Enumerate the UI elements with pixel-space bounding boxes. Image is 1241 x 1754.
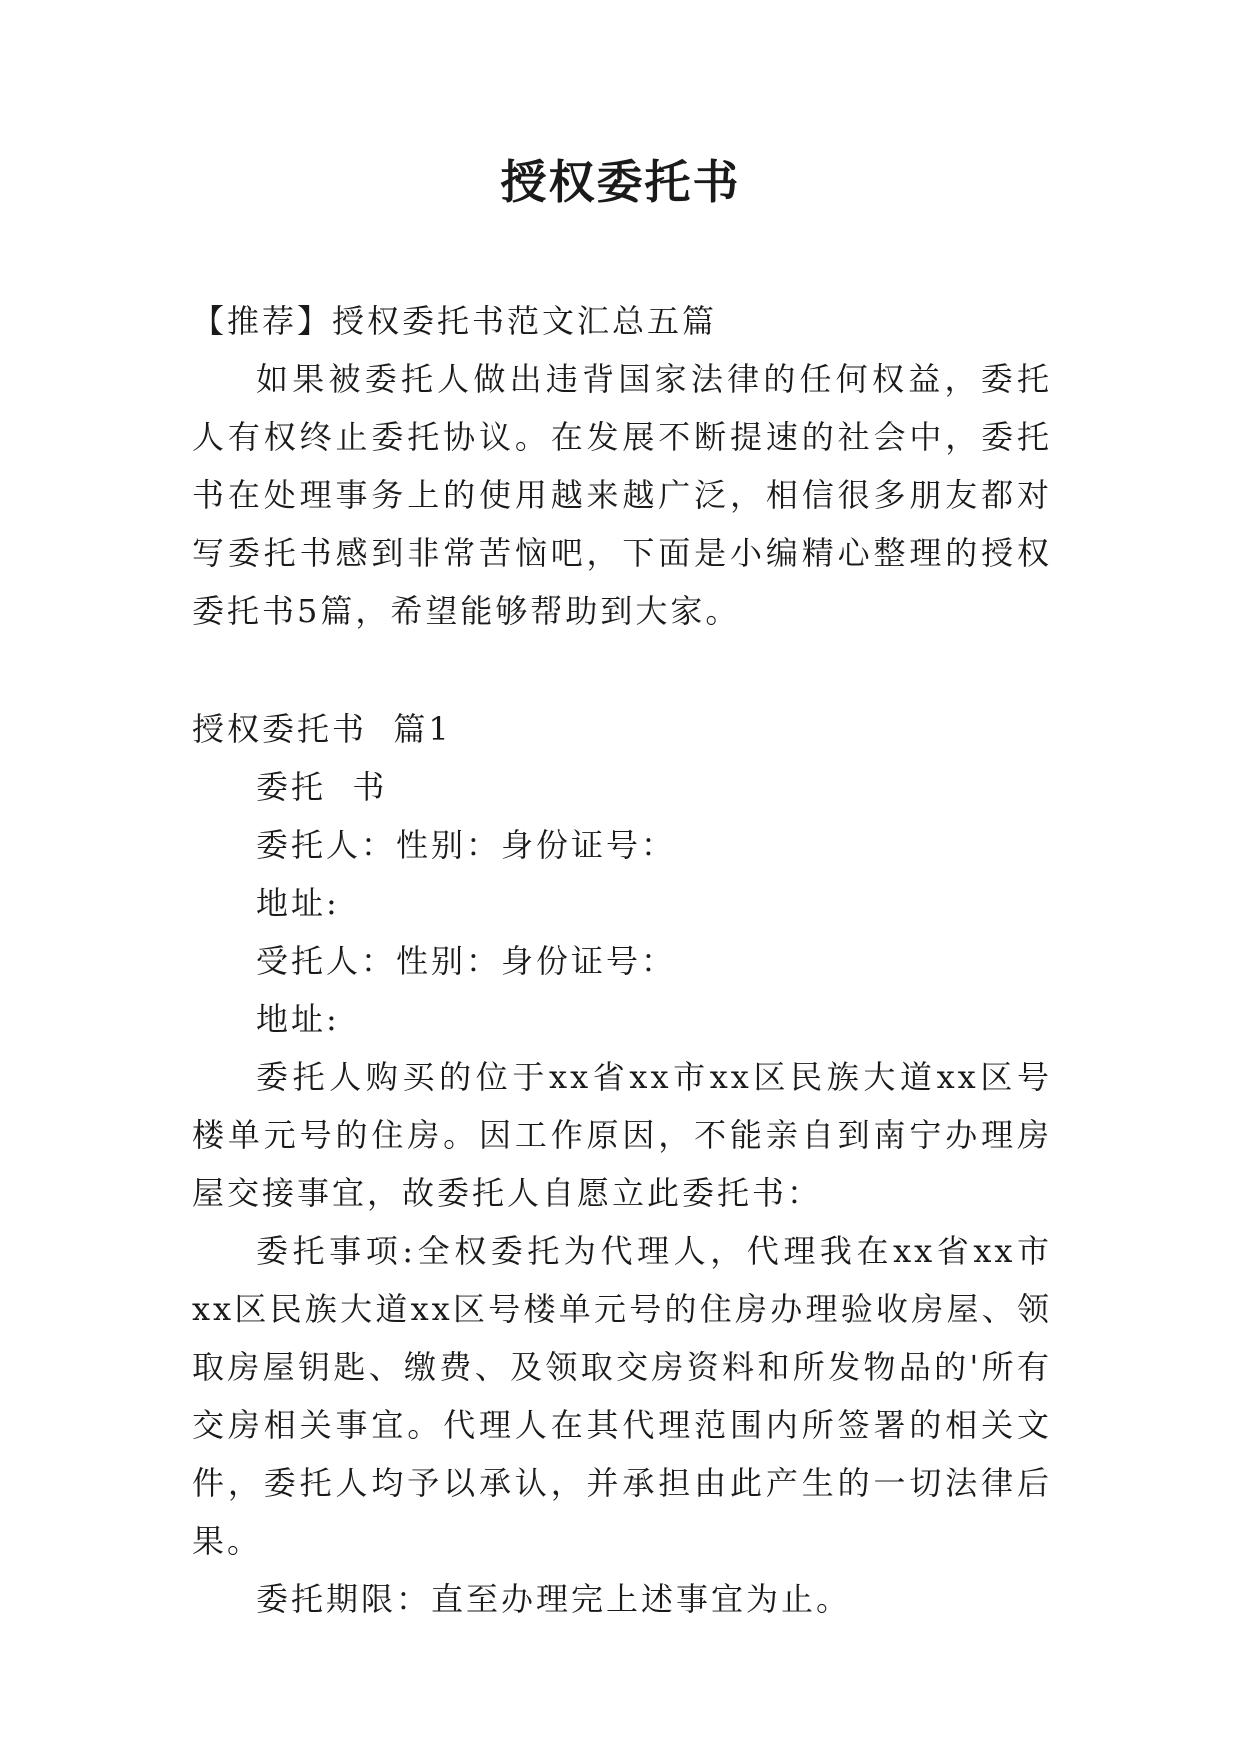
- property-paragraph: 委托人购买的位于xx省xx市xx区民族大道xx区号楼单元号的住房。因工作原因，不能亲自到南宁办理房屋交接事宜，故委托人自愿立此委托书：: [192, 1058, 1052, 1212]
- agent-info-line: 受托人：性别：身份证号：: [256, 942, 677, 980]
- document-body: [192, 292, 1052, 1628]
- principal-address-line: 地址:: [256, 884, 340, 922]
- intro-heading: 【推荐】授权委托书范文汇总五篇: [192, 302, 718, 340]
- letter-title: 委托 书: [256, 768, 388, 806]
- principal-info-line: 委托人：性别：身份证号：: [256, 826, 677, 864]
- document-title: 授权委托书: [500, 155, 741, 209]
- term-paragraph: 委托期限：直至办理完上述事宜为止。: [256, 1580, 852, 1618]
- matters-paragraph: 委托事项:全权委托为代理人，代理我在xx省xx市xx区民族大道xx区号楼单元号的住房办理验收房屋、领取房屋钥匙、缴费、及领取交房资料和所发物品的'所有交房相关事宜。代理人在其代理范围内所签署的相关文件，委托人均予以承认，并承担由此产生的一切法律后果。: [192, 1232, 1052, 1560]
- section-heading: 授权委托书 篇1: [192, 710, 452, 748]
- agent-address-line: 地址:: [256, 1000, 340, 1038]
- intro-paragraph: 如果被委托人做出违背国家法律的任何权益，委托人有权终止委托协议。在发展不断提速的社会中，委托书在处理事务上的使用越来越广泛，相信很多朋友都对写委托书感到非常苦恼吧，下面是小编精心整理的授权委托书5篇，希望能够帮助到大家。: [192, 360, 1052, 630]
